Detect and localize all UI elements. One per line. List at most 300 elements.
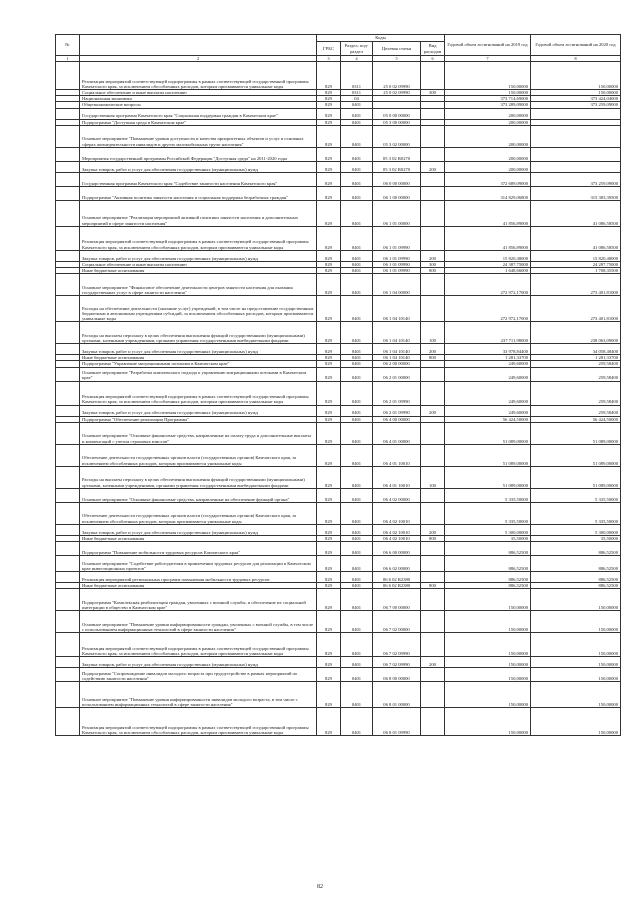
header-index: 8 — [531, 56, 621, 62]
row-expense-type: 200 — [421, 250, 445, 261]
row-amount-2019: 150,00000 — [445, 682, 531, 708]
row-name: Подпрограмма "Сопровождение инвалидов молодого возраста при трудоустройстве в рамках мероприятий по содействию занятости населения" — [80, 668, 317, 682]
row-amount-2019: 51 089,00000 — [445, 422, 531, 444]
row-section: 0401 — [341, 322, 373, 344]
row-expense-type — [421, 186, 445, 200]
row-target-article: 06 4 02 00000 — [373, 488, 421, 502]
row-target-article: 05 3 02 R0270 — [373, 161, 421, 172]
row-amount-2019: 150,00000 — [445, 90, 531, 96]
row-amount-2020: 5 335,50000 — [531, 488, 621, 502]
row-section: 0401 — [341, 542, 373, 556]
row-number — [56, 250, 80, 261]
row-name: Расходы на выплаты персоналу в целях обеспечения выполнения функций государственными (муниципальными) органами, казенными учреждениями, органами управления государственными внебюджетными фондами — [80, 322, 317, 344]
row-grbs: 829 — [317, 355, 341, 361]
row-section: 0401 — [341, 466, 373, 488]
header-number: № — [56, 35, 80, 56]
row-number — [56, 200, 80, 226]
row-target-article: 06 2 00 00000 — [373, 361, 421, 367]
row-name: Государственная программа Камчатского края "Содействие занятости населения Камчатского края" — [80, 172, 317, 186]
row-amount-2020: 1 281,33700 — [531, 355, 621, 361]
row-name: Основное мероприятие "Реализация мероприятий активной политики занятости населения и дополнительных мероприятий в сфере занятости населения" — [80, 200, 317, 226]
row-expense-type — [421, 682, 445, 708]
table-row — [56, 633, 621, 657]
row-amount-2020: 1 708,35500 — [531, 268, 621, 274]
row-expense-type: 100 — [421, 322, 445, 344]
header-grbs: ГРБС — [317, 42, 341, 56]
row-name: Иные бюджетные ассигнования — [80, 535, 317, 541]
row-amount-2019: 150,00000 — [445, 708, 531, 736]
row-expense-type — [421, 502, 445, 524]
row-amount-2019: 272 972,17000 — [445, 296, 531, 322]
row-number — [56, 657, 80, 668]
row-grbs: 829 — [317, 583, 341, 589]
row-amount-2020: 273 401,81000 — [531, 274, 621, 296]
row-expense-type: 800 — [421, 355, 445, 361]
row-name: Закупка товаров, работ и услуг для обеспечения государственных (муниципальных) нужд — [80, 524, 317, 535]
row-name: Подпрограмма "Комплексная реабилитация граждан, уволенных с военной службы, и обеспечение их социальной интеграции в общество в Камчатском крае" — [80, 589, 317, 611]
row-number — [56, 668, 80, 682]
header-target-article: Целевая статья — [373, 42, 421, 56]
row-section: 0401 — [341, 125, 373, 147]
row-amount-2020: 150,00000 — [531, 657, 621, 668]
row-section: 0401 — [341, 200, 373, 226]
row-name: Подпрограмма "Повышение мобильности трудовых ресурсов Камчатского края" — [80, 542, 317, 556]
row-target-article: 06 8 01 09990 — [373, 708, 421, 736]
table-row — [56, 367, 621, 381]
row-grbs: 829 — [317, 682, 341, 708]
row-grbs: 829 — [317, 488, 341, 502]
row-target-article: 05 3 02 00000 — [373, 125, 421, 147]
table-row — [56, 422, 621, 444]
row-target-article: 06 1 01 00000 — [373, 200, 421, 226]
row-name: Обеспечение деятельности государственных органов власти (государственных органов) Камчатского края, за исключением обособленных расходов, которым присваиваются уникальные коды — [80, 502, 317, 524]
row-amount-2019: 314 829,06800 — [445, 186, 531, 200]
row-amount-2020: 51 089,00000 — [531, 422, 621, 444]
row-target-article: 06 7 00 00000 — [373, 589, 421, 611]
row-target-article: 06 4 01 00000 — [373, 422, 421, 444]
row-amount-2020: 150,00000 — [531, 90, 621, 96]
row-grbs: 829 — [317, 633, 341, 657]
row-amount-2019: 150,00000 — [445, 62, 531, 90]
row-section: 0401 — [341, 611, 373, 633]
row-target-article: 06 1 04 00000 — [373, 274, 421, 296]
row-grbs: 829 — [317, 172, 341, 186]
row-target-article: 25 0 02 09990 — [373, 90, 421, 96]
row-amount-2020: 259,58400 — [531, 361, 621, 367]
row-name: Основное мероприятие "Содействие работодателям в привлечении трудовых ресурсов для реализации в Камчатском крае инвестиционных проектов" — [80, 556, 317, 572]
row-amount-2019: 5 335,50000 — [445, 488, 531, 502]
row-amount-2019: 150,00000 — [445, 657, 531, 668]
row-amount-2019: 886,52500 — [445, 542, 531, 556]
row-amount-2020: 273 401,81000 — [531, 296, 621, 322]
row-target-article: 06 1 01 09990 — [373, 268, 421, 274]
row-target-article: 06 4 00 00000 — [373, 416, 421, 422]
row-grbs: 829 — [317, 466, 341, 488]
row-number — [56, 466, 80, 488]
row-target-article: 06 1 04 10140 — [373, 296, 421, 322]
row-grbs: 829 — [317, 250, 341, 261]
row-target-article: 06 1 04 10140 — [373, 322, 421, 344]
row-grbs: 829 — [317, 344, 341, 355]
row-grbs: 829 — [317, 542, 341, 556]
row-grbs: 829 — [317, 556, 341, 572]
row-number — [56, 161, 80, 172]
row-grbs: 829 — [317, 657, 341, 668]
row-expense-type — [421, 381, 445, 405]
row-section: 0401 — [341, 405, 373, 416]
row-grbs: 829 — [317, 296, 341, 322]
row-amount-2019: 373 289,09000 — [445, 102, 531, 108]
row-target-article: 06 7 02 00000 — [373, 611, 421, 633]
row-target-article: 06 1 01 09990 — [373, 250, 421, 261]
row-amount-2020: 5 335,50000 — [531, 502, 621, 524]
row-expense-type — [421, 444, 445, 466]
table-row — [56, 161, 621, 172]
row-target-article: 06 1 01 09990 — [373, 261, 421, 267]
row-amount-2020: 24 287,75000 — [531, 261, 621, 267]
row-section: 0401 — [341, 556, 373, 572]
row-section: 0401 — [341, 147, 373, 161]
row-section: 0401 — [341, 274, 373, 296]
row-grbs: 829 — [317, 381, 341, 405]
row-name: Реализация мероприятий соответствующей подпрограммы в рамках соответствующей государственной программы Камчатского края, за исключением обособленных расходов, которым присваиваются уникальные коды — [80, 633, 317, 657]
row-target-article: 06 1 04 10140 — [373, 344, 421, 355]
row-amount-2020: 51 089,00000 — [531, 466, 621, 488]
table-row — [56, 172, 621, 186]
row-target-article: 06 1 00 00000 — [373, 186, 421, 200]
row-amount-2020 — [531, 108, 621, 119]
row-section: 0401 — [341, 381, 373, 405]
row-name: Подпрограмма "Доступная среда в Камчатском крае" — [80, 119, 317, 125]
row-expense-type — [421, 200, 445, 226]
row-name: Общеэкономические вопросы — [80, 102, 317, 108]
row-number — [56, 62, 80, 90]
row-amount-2019: 200,00000 — [445, 108, 531, 119]
row-amount-2019: 373 714,69000 — [445, 96, 531, 102]
row-section: 0401 — [341, 108, 373, 119]
row-number — [56, 405, 80, 416]
header-index: 3 — [317, 56, 341, 62]
row-amount-2020: 51 089,00000 — [531, 444, 621, 466]
header-index: 6 — [421, 56, 445, 62]
row-amount-2020: 150,00000 — [531, 633, 621, 657]
table-row — [56, 296, 621, 322]
row-target-article: 06 7 02 09990 — [373, 657, 421, 668]
row-amount-2020: 259,58400 — [531, 381, 621, 405]
row-amount-2019: 200,00000 — [445, 125, 531, 147]
row-section: 0401 — [341, 172, 373, 186]
row-name: Реализация мероприятий соответствующей подпрограммы в рамках соответствующей государственной программы Камчатского края, за исключением обособленных расходов, которым присваиваются уникальные коды — [80, 708, 317, 736]
row-amount-2020: 5 300,00000 — [531, 524, 621, 535]
row-amount-2019: 200,00000 — [445, 161, 531, 172]
row-section: 0401 — [341, 344, 373, 355]
table-row — [56, 186, 621, 200]
table-row — [56, 250, 621, 261]
row-number — [56, 633, 80, 657]
row-expense-type — [421, 422, 445, 444]
row-expense-type — [421, 542, 445, 556]
row-expense-type — [421, 556, 445, 572]
header-amount-2019: Годовой объем ассигнований на 2019 год — [445, 35, 531, 56]
row-grbs: 829 — [317, 125, 341, 147]
row-section: 0311 — [341, 62, 373, 90]
row-section: 0401 — [341, 583, 373, 589]
row-number — [56, 556, 80, 572]
row-amount-2020: 373 259,09000 — [531, 172, 621, 186]
row-target-article: 05 0 00 00000 — [373, 108, 421, 119]
row-amount-2019: 200,00000 — [445, 119, 531, 125]
row-number — [56, 322, 80, 344]
row-section: 0401 — [341, 296, 373, 322]
row-expense-type — [421, 108, 445, 119]
row-amount-2020: 150,00000 — [531, 708, 621, 736]
row-amount-2019: 200,00000 — [445, 147, 531, 161]
row-amount-2019: 1 281,33700 — [445, 355, 531, 361]
row-target-article: 06 6 02 00000 — [373, 556, 421, 572]
row-amount-2019: 1 648,66000 — [445, 268, 531, 274]
row-amount-2020: 35,50000 — [531, 535, 621, 541]
row-grbs: 829 — [317, 147, 341, 161]
row-amount-2019: 886,52500 — [445, 556, 531, 572]
row-target-article: 06 4 01 10010 — [373, 466, 421, 488]
row-amount-2020: 373 424,04000 — [531, 96, 621, 102]
header-index: 1 — [56, 56, 80, 62]
table-row — [56, 226, 621, 250]
row-amount-2020: 886,52500 — [531, 556, 621, 572]
header-section: Раздел, под-раздел — [341, 42, 373, 56]
row-expense-type: 200 — [421, 161, 445, 172]
table-row — [56, 381, 621, 405]
table-row — [56, 405, 621, 416]
row-grbs: 829 — [317, 589, 341, 611]
row-target-article: 06 1 01 09990 — [373, 226, 421, 250]
row-name: Расходы на выплаты персоналу в целях обеспечения выполнения функций государственными (муниципальными) органами, казенными учреждениями, органами управления государственными внебюджетными фондами — [80, 466, 317, 488]
row-target-article: 06 2 01 00000 — [373, 367, 421, 381]
row-grbs: 829 — [317, 261, 341, 267]
table-row — [56, 556, 621, 572]
row-amount-2019: 5 300,00000 — [445, 524, 531, 535]
row-expense-type — [421, 274, 445, 296]
row-number — [56, 422, 80, 444]
row-amount-2019: 5 335,50000 — [445, 502, 531, 524]
row-name: Подпрограмма "Активная политика занятости населения и социальная поддержка безработных граждан" — [80, 186, 317, 200]
row-amount-2020: 886,52500 — [531, 583, 621, 589]
row-number — [56, 682, 80, 708]
row-section: 0401 — [341, 416, 373, 422]
row-grbs: 829 — [317, 502, 341, 524]
row-expense-type: 300 — [421, 261, 445, 267]
row-grbs: 829 — [317, 119, 341, 125]
row-section: 0311 — [341, 90, 373, 96]
row-grbs: 829 — [317, 62, 341, 90]
row-section: 0401 — [341, 367, 373, 381]
row-amount-2019: 886,52500 — [445, 572, 531, 583]
row-grbs: 829 — [317, 535, 341, 541]
row-amount-2019: 886,52500 — [445, 583, 531, 589]
header-codes-group: Коды — [317, 35, 445, 42]
header-expense-type: Вид расходов — [421, 42, 445, 56]
row-section: 0401 — [341, 226, 373, 250]
row-name: Расходы на обеспечение деятельности (оказание услуг) учреждений, в том числе на предоставление государственным бюджетным и автономным учреждениям субсидий, за исключением обособленных расходов, которым присваиваются уникальные коды — [80, 296, 317, 322]
row-target-article: 06 6 02 R2380 — [373, 583, 421, 589]
row-amount-2019: 249,60000 — [445, 405, 531, 416]
row-target-article: 06 1 04 10140 — [373, 355, 421, 361]
row-name: Национальная экономика — [80, 96, 317, 102]
row-amount-2020 — [531, 125, 621, 147]
row-number — [56, 502, 80, 524]
row-amount-2019: 150,00000 — [445, 633, 531, 657]
row-grbs: 829 — [317, 186, 341, 200]
row-amount-2020: 259,58400 — [531, 367, 621, 381]
row-target-article: 06 4 02 10010 — [373, 502, 421, 524]
row-expense-type — [421, 708, 445, 736]
row-grbs: 829 — [317, 96, 341, 102]
row-amount-2019: 35,50000 — [445, 535, 531, 541]
table-row — [56, 125, 621, 147]
row-name: Основное мероприятие "Повышение уровня доступности и качества приоритетных объектов и услуг в основных сферах жизнедеятельности инвалидов и других маломобильных групп населения" — [80, 125, 317, 147]
row-number — [56, 542, 80, 556]
header-index: 7 — [445, 56, 531, 62]
row-number — [56, 488, 80, 502]
row-target-article: 06 7 02 09990 — [373, 633, 421, 657]
row-section: 0401 — [341, 682, 373, 708]
row-number — [56, 444, 80, 466]
row-name: Основное мероприятие "Повышение уровня информированности инвалидов молодого возраста, в том числе с использованием информационных технологий в сфере занятости населения" — [80, 682, 317, 708]
table-row — [56, 62, 621, 90]
row-name: Мероприятия государственной программы Российской Федерации "Доступная среда" на 2011-2020 годы — [80, 147, 317, 161]
row-grbs: 829 — [317, 361, 341, 367]
row-section: 0401 — [341, 250, 373, 261]
table-row — [56, 108, 621, 119]
row-name: Социальное обеспечение и иные выплаты населению — [80, 261, 317, 267]
row-amount-2019: 372 689,09000 — [445, 172, 531, 186]
row-grbs: 829 — [317, 161, 341, 172]
row-number — [56, 172, 80, 186]
row-target-article: 06 0 00 00000 — [373, 172, 421, 186]
row-section: 0401 — [341, 488, 373, 502]
row-name: Государственная программа Камчатского края "Социальная поддержка граждан в Камчатском крае" — [80, 108, 317, 119]
row-expense-type: 300 — [421, 90, 445, 96]
row-amount-2019: 24 387,75000 — [445, 261, 531, 267]
row-number — [56, 572, 80, 583]
row-name: Закупка товаров, работ и услуг для обеспечения государственных (муниципальных) нужд — [80, 161, 317, 172]
table-row — [56, 322, 621, 344]
row-amount-2020: 886,52500 — [531, 542, 621, 556]
row-expense-type — [421, 572, 445, 583]
row-amount-2019: 272 972,17000 — [445, 274, 531, 296]
row-expense-type — [421, 226, 445, 250]
row-name: Основное мероприятие "Основные финансовые средства, направленные на обеспечение функций органа" — [80, 488, 317, 502]
row-target-article: 06 4 02 10010 — [373, 535, 421, 541]
row-amount-2020: 150,00000 — [531, 611, 621, 633]
row-name: Закупка товаров, работ и услуг для обеспечения государственных (муниципальных) нужд — [80, 657, 317, 668]
row-amount-2019: 249,60000 — [445, 361, 531, 367]
row-number — [56, 708, 80, 736]
row-expense-type: 200 — [421, 524, 445, 535]
row-name: Обеспечение деятельности государственных органов власти (государственных органов) Камчатского края, за исключением обособленных расходов, которым присваиваются уникальные коды — [80, 444, 317, 466]
row-grbs: 829 — [317, 416, 341, 422]
row-grbs: 829 — [317, 322, 341, 344]
row-target-article: 06 6 02 R2380 — [373, 572, 421, 583]
row-target-article: 06 2 01 09990 — [373, 405, 421, 416]
row-grbs: 829 — [317, 572, 341, 583]
row-number — [56, 296, 80, 322]
row-section: 0401 — [341, 633, 373, 657]
table-row — [56, 682, 621, 708]
row-expense-type: 200 — [421, 344, 445, 355]
row-amount-2019: 249,60000 — [445, 367, 531, 381]
row-grbs: 829 — [317, 367, 341, 381]
row-number — [56, 226, 80, 250]
row-grbs: 829 — [317, 226, 341, 250]
row-expense-type — [421, 668, 445, 682]
row-expense-type: 800 — [421, 583, 445, 589]
row-section: 0401 — [341, 422, 373, 444]
row-amount-2020: 373 259,09000 — [531, 102, 621, 108]
row-expense-type — [421, 125, 445, 147]
row-amount-2019: 237 711,98000 — [445, 322, 531, 344]
table-row — [56, 542, 621, 556]
row-number — [56, 274, 80, 296]
header-index: 4 — [341, 56, 373, 62]
row-amount-2019: 150,00000 — [445, 668, 531, 682]
row-target-article: 06 2 01 09990 — [373, 381, 421, 405]
row-expense-type — [421, 633, 445, 657]
row-name: Иные бюджетные ассигнования — [80, 268, 317, 274]
row-number — [56, 344, 80, 355]
row-section: 0401 — [341, 589, 373, 611]
row-name: Иные бюджетные ассигнования — [80, 355, 317, 361]
row-amount-2020: 150,00000 — [531, 682, 621, 708]
row-name: Подпрограмма "Обеспечение реализации Программы" — [80, 416, 317, 422]
header-name — [80, 35, 317, 56]
row-target-article: 05 3 00 00000 — [373, 119, 421, 125]
row-expense-type: 800 — [421, 535, 445, 541]
table-row — [56, 488, 621, 502]
budget-document — [55, 34, 620, 736]
row-expense-type: 200 — [421, 657, 445, 668]
row-number — [56, 381, 80, 405]
header-index: 2 — [80, 56, 317, 62]
row-target-article: 06 8 01 00000 — [373, 682, 421, 708]
row-grbs: 829 — [317, 668, 341, 682]
row-section: 0401 — [341, 572, 373, 583]
table-row — [56, 611, 621, 633]
table-row — [56, 668, 621, 682]
row-name: Реализация мероприятий соответствующей подпрограммы в рамках соответствующей государственной программы Камчатского края, за исключением обособленных расходов, которым присваиваются уникальные коды — [80, 381, 317, 405]
row-name: Основное мероприятие "Разработка комплексного подхода к управлению миграционными потоками в Камчатском крае" — [80, 367, 317, 381]
row-number — [56, 125, 80, 147]
row-amount-2020: 150,00000 — [531, 668, 621, 682]
row-amount-2020: 34 058,48400 — [531, 344, 621, 355]
row-section: 0401 — [341, 119, 373, 125]
row-grbs: 829 — [317, 611, 341, 633]
row-name: Основное мероприятие "Финансовое обеспечение деятельности центров занятости населения для оказания государственных услуг в сфере занятости населения" — [80, 274, 317, 296]
row-section: 0401 — [341, 444, 373, 466]
row-name: Иные бюджетные ассигнования — [80, 583, 317, 589]
row-section: 04 — [341, 96, 373, 102]
row-expense-type — [421, 147, 445, 161]
page-number: 82 — [317, 884, 323, 890]
row-section: 0401 — [341, 268, 373, 274]
row-name: Основное мероприятие "Основные финансовые средства, направленные на оплату труда и дополнительные выплаты и компенсаций с учетом страховых взносов" — [80, 422, 317, 444]
table-row — [56, 589, 621, 611]
table-row — [56, 524, 621, 535]
row-amount-2019: 41 856,89000 — [445, 226, 531, 250]
row-grbs: 829 — [317, 524, 341, 535]
row-section: 0401 — [341, 161, 373, 172]
row-grbs: 829 — [317, 268, 341, 274]
